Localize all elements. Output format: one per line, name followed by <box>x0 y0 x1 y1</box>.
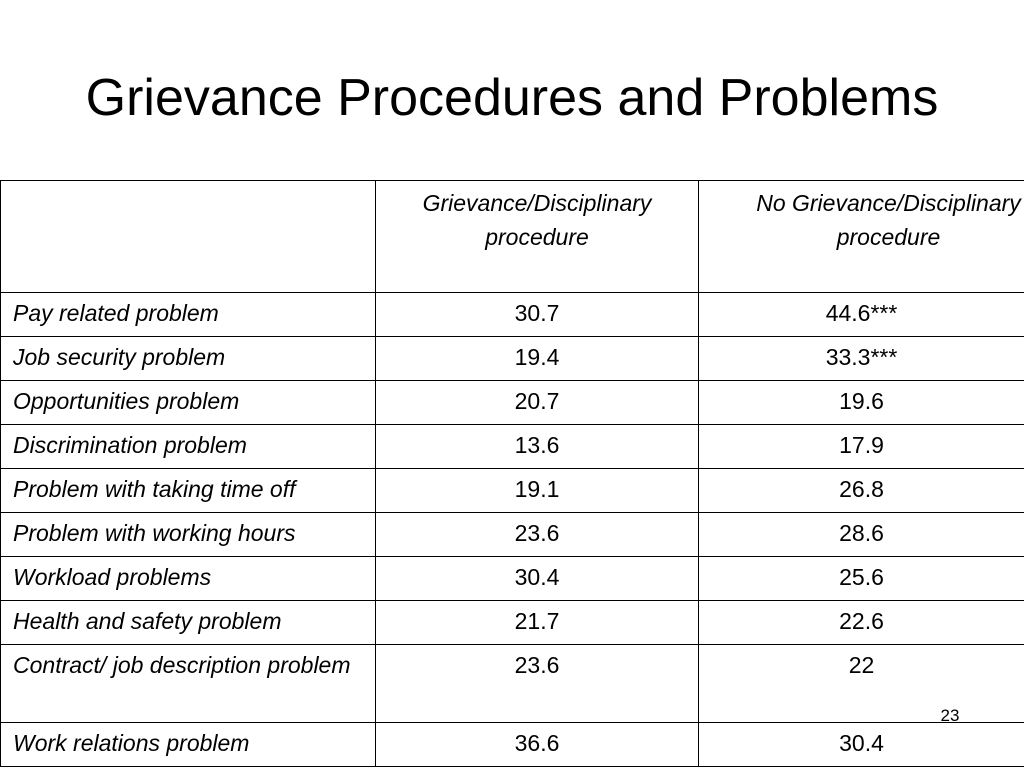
with-procedure-value: 21.7 <box>376 601 699 645</box>
without-procedure-value: 26.8 <box>699 469 1024 513</box>
table-row <box>1 293 1024 337</box>
with-procedure-value: 19.4 <box>376 337 699 381</box>
without-procedure-value: 22 <box>699 645 1024 723</box>
table-row <box>1 425 1024 469</box>
with-procedure-value: 23.6 <box>376 513 699 557</box>
header-empty-cell <box>1 181 376 293</box>
row-label: Discrimination problem <box>1 425 376 469</box>
header-no-grievance-procedure: No Grievance/Disciplinary procedure <box>699 181 1024 293</box>
row-label: Job security problem <box>1 337 376 381</box>
without-procedure-value: 22.6 <box>699 601 1024 645</box>
without-procedure-value: 44.6*** <box>699 293 1024 337</box>
table-row <box>1 723 1024 767</box>
row-label: Contract/ job description problem <box>1 645 376 723</box>
slide-title: Grievance Procedures and Problems <box>85 69 939 127</box>
row-label: Health and safety problem <box>1 601 376 645</box>
table-row <box>1 601 1024 645</box>
data-table <box>0 180 1024 767</box>
without-procedure-value: 33.3*** <box>699 337 1024 381</box>
row-label: Problem with working hours <box>1 513 376 557</box>
row-label: Workload problems <box>1 557 376 601</box>
row-label: Opportunities problem <box>1 381 376 425</box>
row-label: Problem with taking time off <box>1 469 376 513</box>
with-procedure-value: 30.7 <box>376 293 699 337</box>
table-row <box>1 337 1024 381</box>
without-procedure-value: 28.6 <box>699 513 1024 557</box>
table-row <box>1 645 1024 723</box>
header-grievance-procedure: Grievance/Disciplinary procedure <box>376 181 699 293</box>
page-number: 23 <box>940 706 960 725</box>
without-procedure-value: 19.6 <box>699 381 1024 425</box>
with-procedure-value: 23.6 <box>376 645 699 723</box>
table-row <box>1 557 1024 601</box>
table-row <box>1 381 1024 425</box>
table-header-row <box>1 181 1024 293</box>
without-procedure-value: 30.4 <box>699 723 1024 767</box>
with-procedure-value: 20.7 <box>376 381 699 425</box>
with-procedure-value: 13.6 <box>376 425 699 469</box>
without-procedure-value: 25.6 <box>699 557 1024 601</box>
table-row <box>1 513 1024 557</box>
row-label: Work relations problem <box>1 723 376 767</box>
table-row <box>1 469 1024 513</box>
with-procedure-value: 36.6 <box>376 723 699 767</box>
without-procedure-value: 17.9 <box>699 425 1024 469</box>
row-label: Pay related problem <box>1 293 376 337</box>
with-procedure-value: 30.4 <box>376 557 699 601</box>
with-procedure-value: 19.1 <box>376 469 699 513</box>
